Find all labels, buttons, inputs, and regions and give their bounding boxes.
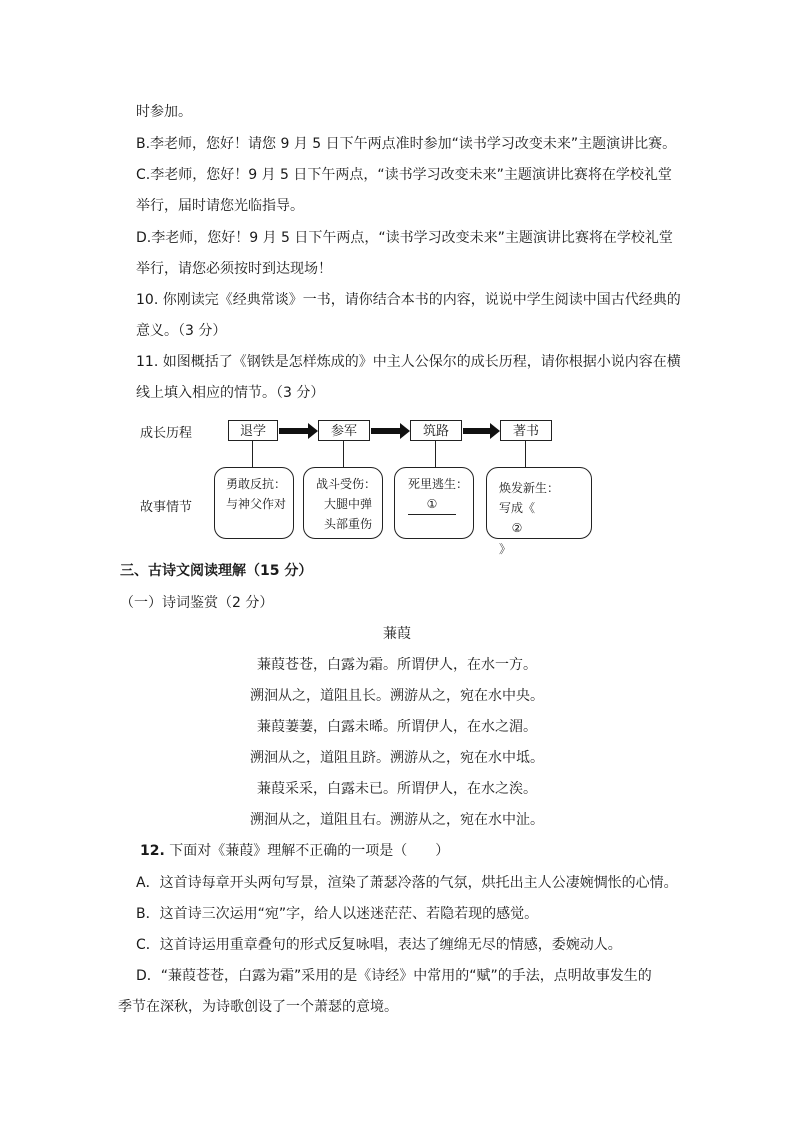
q10-line2: 意义。（3 分） xyxy=(136,323,227,339)
connector-line xyxy=(435,441,436,467)
story-box-3 xyxy=(394,467,474,539)
poem-title: 蒹葭 xyxy=(383,626,411,642)
story-box-1 xyxy=(214,467,294,539)
q12-option-d-line1: D．“蒹葭苍苍，白露为霜”采用的是《诗经》中常用的“赋”的手法，点明故事发生的 xyxy=(136,968,652,984)
poem-line: 蒹葭萋萋，白露未晞。所谓伊人，在水之湄。 xyxy=(257,719,537,735)
q12-option-d-line2: 季节在深秋，为诗歌创设了一个萧瑟的意境。 xyxy=(118,999,398,1015)
q12-option-b: B．这首诗三次运用“宛”字，给人以迷迷茫茫、若隐若现的感觉。 xyxy=(136,906,539,922)
q11-line1: 11. 如图概括了《钢铁是怎样炼成的》中主人公保尔的成长历程，请你根据小说内容在横 xyxy=(136,354,681,370)
connector-line xyxy=(525,441,526,467)
stage-box-4: 著书 xyxy=(500,420,552,441)
poem-line: 溯洄从之，道阻且跻。溯游从之，宛在水中坻。 xyxy=(250,750,544,766)
stage-box-1: 退学 xyxy=(228,420,278,441)
story-box-2 xyxy=(303,467,383,539)
q9-option-b: B.李老师，您好！请您 9 月 5 日下午两点准时参加“读书学习改变未来”主题演讲比赛。 xyxy=(136,136,677,152)
poem-line: 溯洄从之，道阻且右。溯游从之，宛在水中沚。 xyxy=(250,812,544,828)
poem-line: 溯洄从之，道阻且长。溯游从之，宛在水中央。 xyxy=(250,688,544,704)
q9-option-a-continued: 时参加。 xyxy=(136,104,192,120)
q12-stem: 12. 下面对《蒹葭》理解不正确的一项是（ ） xyxy=(140,843,450,859)
diagram-row-label-story: 故事情节 xyxy=(140,500,193,515)
q10-line1: 10. 你刚读完《经典常谈》一书，请你结合本书的内容，说说中学生阅读中国古代经典的 xyxy=(136,292,681,308)
diagram-row-label-growth: 成长历程 xyxy=(140,426,193,441)
q11-line2: 线上填入相应的情节。（3 分） xyxy=(136,385,325,401)
arrow-right-icon xyxy=(371,428,401,434)
connector-line xyxy=(252,441,253,467)
arrow-right-icon xyxy=(463,428,491,434)
stage-box-2: 参军 xyxy=(318,420,370,441)
q12-option-a: A．这首诗每章开头两句写景，渲染了萧瑟冷落的气氛，烘托出主人公凄婉惆怅的心情。 xyxy=(136,875,678,891)
poem-line: 蒹葭采采，白露未已。所谓伊人，在水之涘。 xyxy=(257,781,537,797)
arrow-right-icon xyxy=(279,428,309,434)
fill-blank-1[interactable]: ① xyxy=(408,494,456,515)
story-title: 战斗受伤： xyxy=(316,477,377,491)
subsection-title: （一）诗词鉴赏（2 分） xyxy=(120,595,274,611)
story-title: 勇敢反抗： xyxy=(226,477,287,491)
story-box-4: 焕发新生： 写成《 ② 》 xyxy=(486,467,592,539)
story-detail: 大腿中弹 xyxy=(324,497,373,511)
poem-line: 蒹葭苍苍，白露为霜。所谓伊人，在水一方。 xyxy=(257,657,537,673)
story-detail: 头部重伤 xyxy=(324,517,373,531)
section-title: 三、古诗文阅读理解（15 分） xyxy=(120,563,313,579)
q9-option-d-line1: D.李老师，您好！9 月 5 日下午两点，“读书学习改变未来”主题演讲比赛将在学校礼堂 xyxy=(136,230,673,246)
q12-option-c: C．这首诗运用重章叠句的形式反复咏唱，表达了缠绵无尽的情感，委婉动人。 xyxy=(136,937,622,953)
story-title: 死里逃生： xyxy=(408,477,469,491)
stage-box-3: 筑路 xyxy=(410,420,462,441)
story-detail: 与神父作对 xyxy=(226,497,287,511)
q9-option-d-line2: 举行，请您必须按时到达现场！ xyxy=(136,261,332,277)
fill-blank-2[interactable]: ② xyxy=(499,518,535,539)
story-title: 焕发新生： xyxy=(499,481,560,495)
q9-option-c-line1: C.李老师，您好！9 月 5 日下午两点，“读书学习改变未来”主题演讲比赛将在学校礼堂 xyxy=(136,167,672,183)
connector-line xyxy=(343,441,344,467)
q9-option-c-line2: 举行，届时请您光临指导。 xyxy=(136,198,304,214)
